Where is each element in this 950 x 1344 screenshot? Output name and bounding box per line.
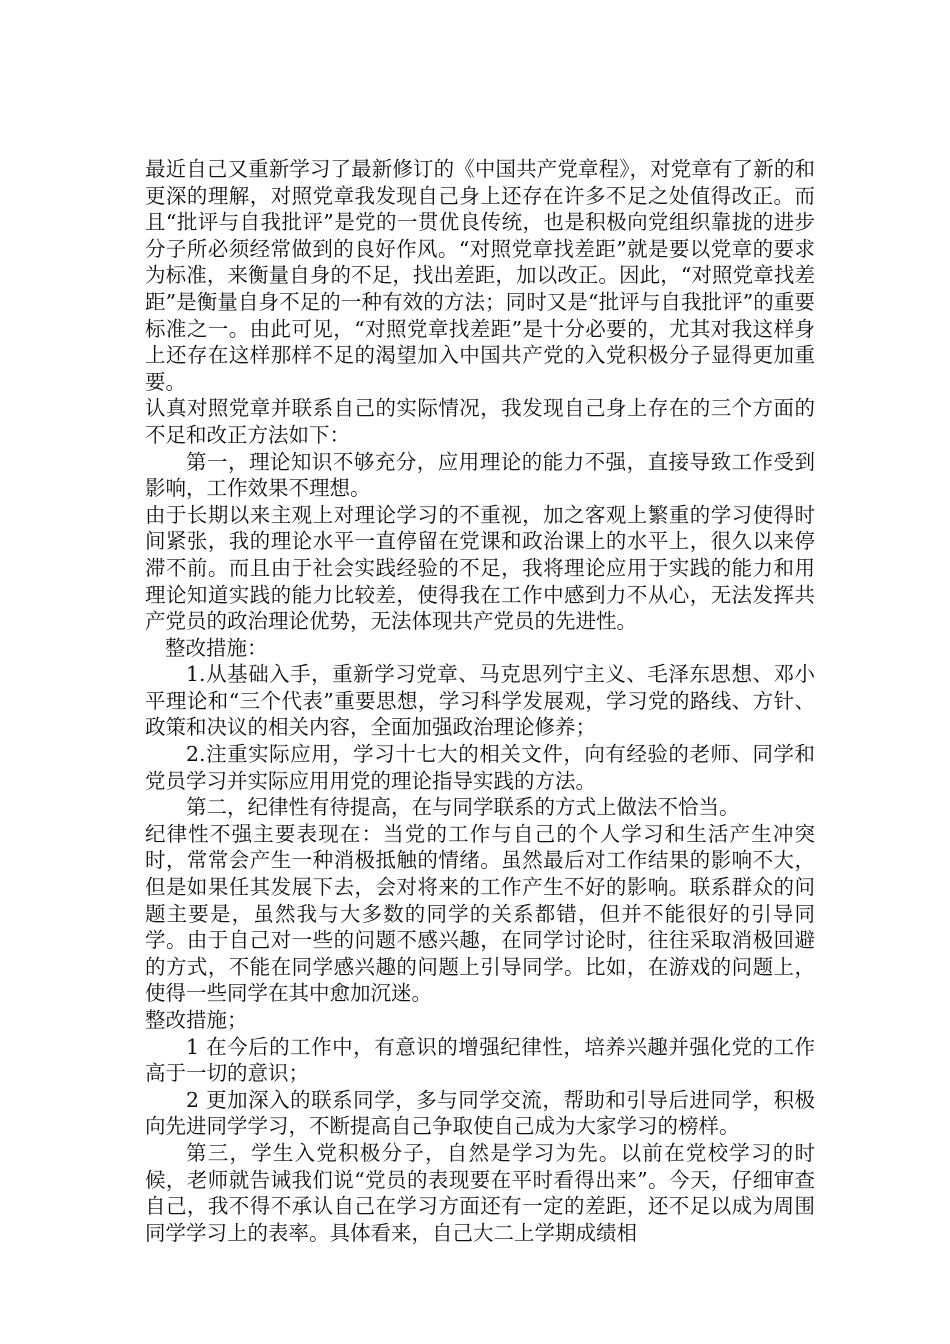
paragraph-measures-heading-one: 整改措施： — [165, 635, 268, 660]
paragraph-point-three: 第三，学生入党积极分子，自然是学习为先。以前在党校学习的时候，老师就告诫我们说“党员的表现要在平时看得出来”。今天，仔细审查自己，我不得不承认自己在学习方面还有一定的差距，还不足以成为周围同学学习上的表率。具体看来，自己大二上学期成绩相 — [145, 1140, 815, 1245]
paragraph-point-one-detail: 由于长期以来主观上对理论学习的不重视，加之客观上繁重的学习使得时间紧张，我的理论水平一直停留在党课和政治课上的水平上，很久以来停滞不前。而且由于社会实践经验的不足，我将理论应用于实践的能力和用理论知道实践的能力比较差，使得我在工作中感到力不从心，无法发挥共产党员的政治理论优势，无法体现共产党员的先进性。 — [145, 502, 815, 634]
paragraph-overview: 认真对照党章并联系自己的实际情况，我发现自己身上存在的三个方面的不足和改正方法如下： — [145, 396, 815, 447]
paragraph-point-two: 第二，纪律性有待提高，在与同学联系的方式上做法不恰当。 — [186, 795, 740, 820]
document-body — [145, 156, 815, 1246]
paragraph-measures-heading-two: 整改措施； — [145, 1008, 248, 1032]
paragraph-point-two-detail: 纪律性不强主要表现在：当党的工作与自己的个人学习和生活产生冲突时，常常会产生一种消极抵触的情绪。虽然最后对工作结果的影响不大，但是如果任其发展下去，会对将来的工作产生不好的影响。联系群众的问题主要是，虽然我与大多数的同学的关系都错，但并不能很好的引导同学。由于自己对一些的问题不感兴趣，在同学讨论时，往往采取消极回避的方式，不能在同学感兴趣的问题上引导同学。比如，在游戏的问题上，使得一些同学在其中愈加沉迷。 — [145, 821, 815, 1006]
paragraph-measure-1-1: 1.从基础入手，重新学习党章、马克思列宁主义、毛泽东思想、邓小平理论和“三个代表”重要思想，学习科学发展观，学习党的路线、方针、政策和决议的相关内容，全面加强政治理论修养； — [145, 662, 815, 740]
paragraph-intro: 最近自己又重新学习了最新修订的《中国共产党章程》，对党章有了新的和更深的理解，对照党章我发现自己身上还存在许多不足之处值得改正。而且“批评与自我批评”是党的一贯优良传统，也是积极向党组织靠拢的进步分子所必须经常做到的良好作风。“对照党章找差距”就是要以党章的要求为标准，来衡量自身的不足，找出差距，加以改正。因此，“对照党章找差距”是衡量自身不足的一种有效的方法；同时又是“批评与自我批评”的重要标准之一。由此可见，“对照党章找差距”是十分必要的，尤其对我这样身上还存在这样那样不足的渴望加入中国共产党的入党积极分子显得更加重要。 — [145, 157, 815, 394]
paragraph-measure-2-1: 1 在今后的工作中，有意识的增强纪律性，培养兴趣并强化党的工作高于一切的意识； — [145, 1034, 815, 1086]
paragraph-point-one: 第一，理论知识不够充分，应用理论的能力不强，直接导致工作受到影响，工作效果不理想。 — [145, 449, 815, 501]
paragraph-measure-2-2: 2 更加深入的联系同学，多与同学交流，帮助和引导后进同学，积极向先进同学学习，不断提高自己争取使自己成为大家学习的榜样。 — [145, 1087, 815, 1139]
paragraph-measure-1-2: 2.注重实际应用，学习十七大的相关文件，向有经验的老师、同学和党员学习并实际应用用党的理论指导实践的方法。 — [145, 742, 815, 793]
